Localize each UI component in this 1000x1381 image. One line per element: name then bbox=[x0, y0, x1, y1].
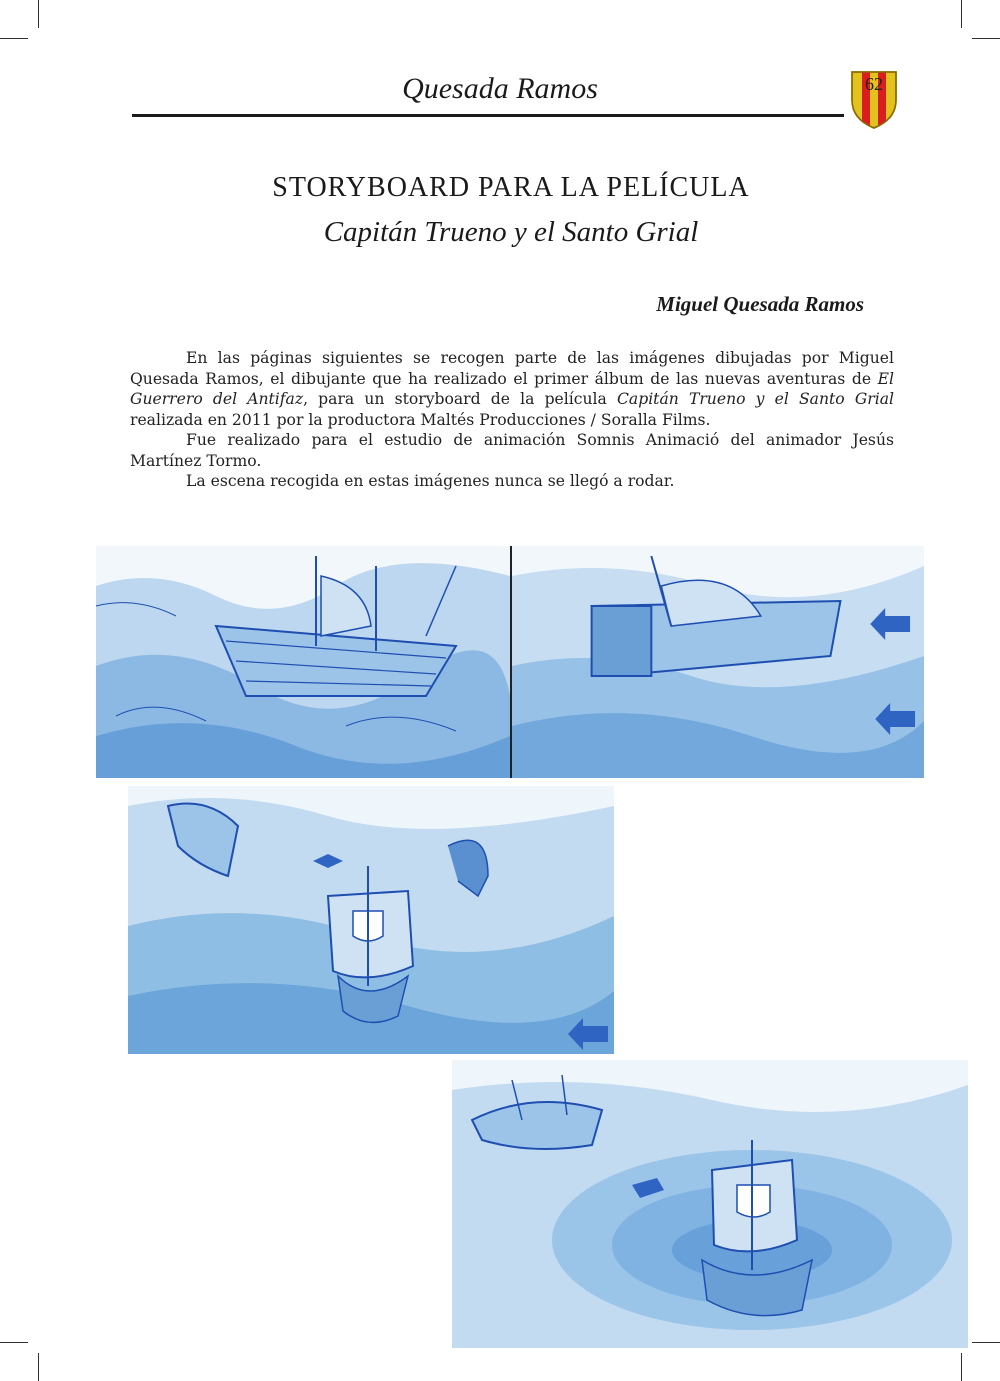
crop-mark bbox=[961, 1353, 962, 1381]
body-paragraph bbox=[130, 348, 894, 430]
film-title-italic: Capitán Trueno y el Santo Grial bbox=[616, 390, 894, 408]
article-body bbox=[130, 348, 894, 492]
storyboard-frame-4 bbox=[452, 1060, 968, 1348]
storyboard-frame-1 bbox=[96, 546, 510, 778]
crop-mark bbox=[972, 1342, 1000, 1343]
longship-sketch bbox=[128, 786, 614, 1054]
galleon-sketch bbox=[96, 546, 510, 778]
book-title-italic: El Guerrero del Antifaz bbox=[130, 369, 894, 408]
whirlpool-sketch bbox=[452, 1060, 968, 1348]
crop-mark bbox=[972, 38, 1000, 39]
body-text-run: En las páginas siguientes se recogen parte de las imágenes dibujadas por Miguel Quesada Ramos, el dibujante que ha realizado el primer álbum de las nuevas aventuras de bbox=[130, 349, 894, 388]
body-paragraph: La escena recogida en estas imágenes nunca se llegó a rodar. bbox=[186, 472, 675, 490]
galleon-stern-sketch bbox=[512, 546, 924, 778]
crop-mark bbox=[38, 0, 39, 28]
crop-mark bbox=[961, 0, 962, 28]
body-text-run: , para un storyboard de la película bbox=[303, 390, 617, 408]
article-title: STORYBOARD PARA LA PELÍCULA bbox=[272, 172, 750, 203]
storyboard-frame-2 bbox=[510, 546, 924, 778]
crop-mark bbox=[0, 1342, 28, 1343]
header-rule bbox=[132, 114, 844, 117]
body-text-run: realizada en 2011 por la productora Maltés Producciones / Soralla Films. bbox=[130, 410, 711, 429]
crop-mark bbox=[0, 38, 28, 39]
running-header-title: Quesada Ramos bbox=[402, 72, 598, 105]
article-author: Miguel Quesada Ramos bbox=[656, 292, 864, 316]
storyboard-frame-3 bbox=[128, 786, 614, 1054]
crop-mark bbox=[38, 1353, 39, 1381]
body-paragraph: Fue realizado para el estudio de animación Somnis Animació del animador Jesús Martínez Tormo. bbox=[130, 431, 894, 470]
article-subtitle: Capitán Trueno y el Santo Grial bbox=[323, 216, 699, 248]
page-number: 62 bbox=[865, 74, 883, 94]
